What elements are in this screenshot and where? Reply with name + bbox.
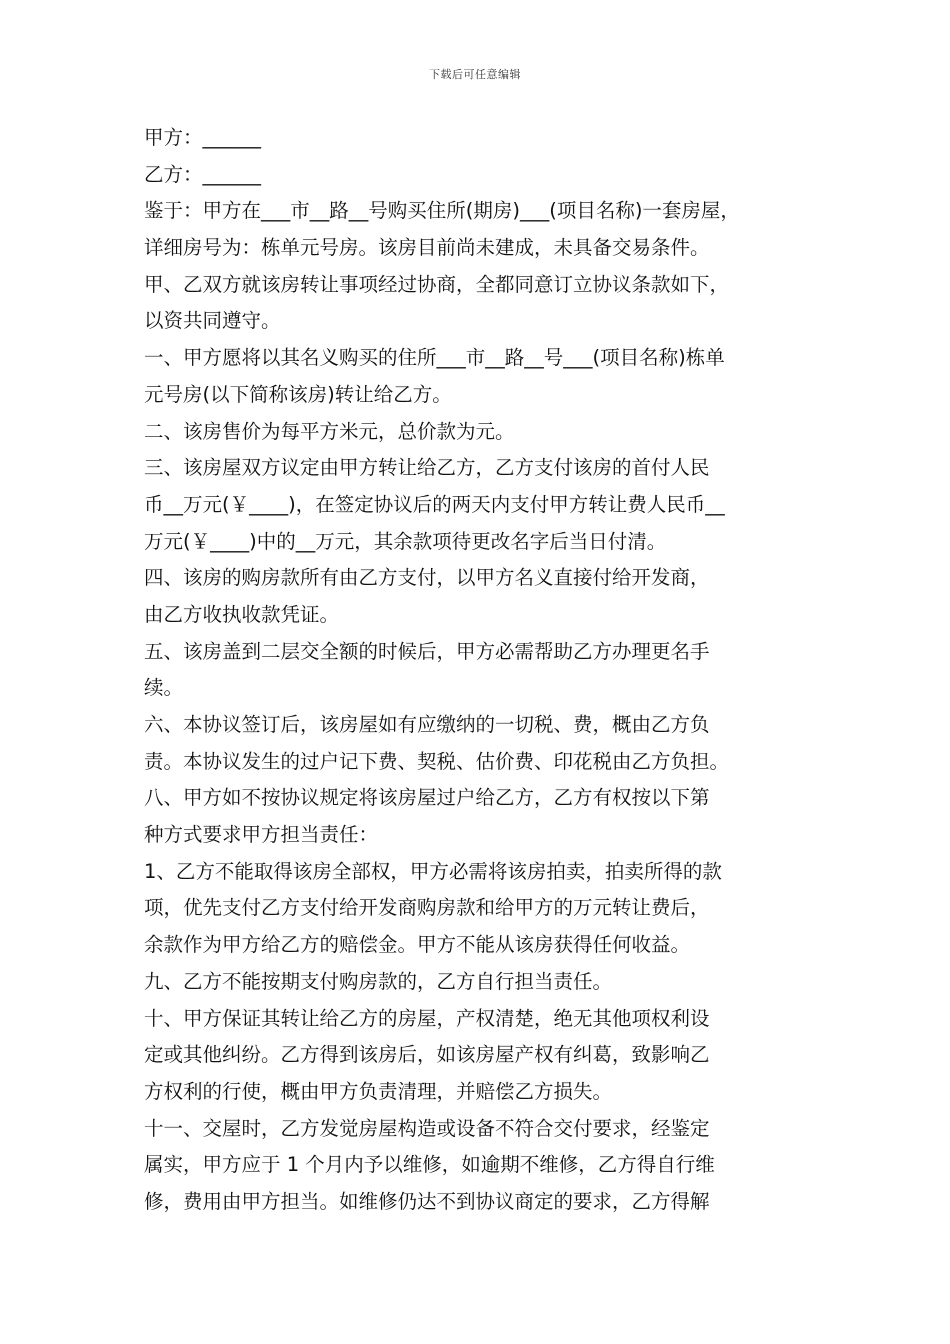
text-line: 余款作为甲方给乙方的赔偿金。甲方不能从该房获得任何收益。 xyxy=(144,933,691,957)
text-line: 种方式要求甲方担当责任： xyxy=(144,823,379,847)
text-line: 详细房号为：栋单元号房。该房目前尚未建成，未具备交易条件。 xyxy=(144,236,710,260)
document-body xyxy=(144,120,812,1221)
text-line: 万元(￥____)中的__万元，其余款项待更改名字后当日付清。 xyxy=(144,529,667,553)
text-line: 续。 xyxy=(144,676,184,700)
page-header: 下载后可任意编辑 xyxy=(429,68,521,81)
text-line: 甲、乙双方就该房转让事项经过协商，全都同意订立协议条款如下， xyxy=(144,272,730,296)
text-line: 十、甲方保证其转让给乙方的房屋，产权清楚，绝无其他项权利设 xyxy=(144,1006,710,1030)
text-line: 三、该房屋双方议定由甲方转让给乙方，乙方支付该房的首付人民 xyxy=(144,456,710,480)
text-line: 属实，甲方应于 1 个月内予以维修，如逾期不维修，乙方得自行维 xyxy=(144,1153,715,1177)
text-line: 责。本协议发生的过户记下费、契税、估价费、印花税由乙方负担。 xyxy=(144,749,730,773)
text-line: 以资共同遵守。 xyxy=(144,309,281,333)
text-line: 元号房(以下简称该房)转让给乙方。 xyxy=(144,382,452,406)
text-line: 由乙方收执收款凭证。 xyxy=(144,602,340,626)
text-line: 二、该房售价为每平方米元，总价款为元。 xyxy=(144,419,515,443)
text-line: 币__万元(￥____)，在签定协议后的两天内支付甲方转让费人民币__ xyxy=(144,492,725,516)
text-line: 九、乙方不能按期支付购房款的，乙方自行担当责任。 xyxy=(144,969,613,993)
text-line: 修，费用由甲方担当。如维修仍达不到协议商定的要求，乙方得解 xyxy=(144,1189,710,1213)
text-line: 六、本协议签订后，该房屋如有应缴纳的一切税、费，概由乙方负 xyxy=(144,713,710,736)
text-line: 甲方：______ xyxy=(144,126,262,149)
text-line: 一、甲方愿将以其名义购买的住所___市__路__号___(项目名称)栋单 xyxy=(144,346,725,370)
text-line: 方权利的行使，概由甲方负责清理，并赔偿乙方损失。 xyxy=(144,1079,613,1103)
text-line: 十一、交屋时，乙方发觉房屋构造或设备不符合交付要求，经鉴定 xyxy=(144,1116,710,1140)
text-line: 鉴于：甲方在___市__路__号购买住所(期房)___(项目名称)一套房屋， xyxy=(144,199,740,223)
text-line: 乙方：______ xyxy=(144,162,262,186)
text-line: 五、该房盖到二层交全额的时候后，甲方必需帮助乙方办理更名手 xyxy=(144,639,710,663)
text-line: 1、乙方不能取得该房全部权，甲方必需将该房拍卖，拍卖所得的款 xyxy=(144,859,722,883)
text-line: 定或其他纠纷。乙方得到该房后，如该房屋产权有纠葛，致影响乙 xyxy=(144,1043,710,1067)
text-line: 四、该房的购房款所有由乙方支付，以甲方名义直接付给开发商， xyxy=(144,566,710,590)
text-line: 项，优先支付乙方支付给开发商购房款和给甲方的万元转让费后， xyxy=(144,896,710,920)
text-line: 八、甲方如不按协议规定将该房屋过户给乙方，乙方有权按以下第 xyxy=(144,786,710,810)
